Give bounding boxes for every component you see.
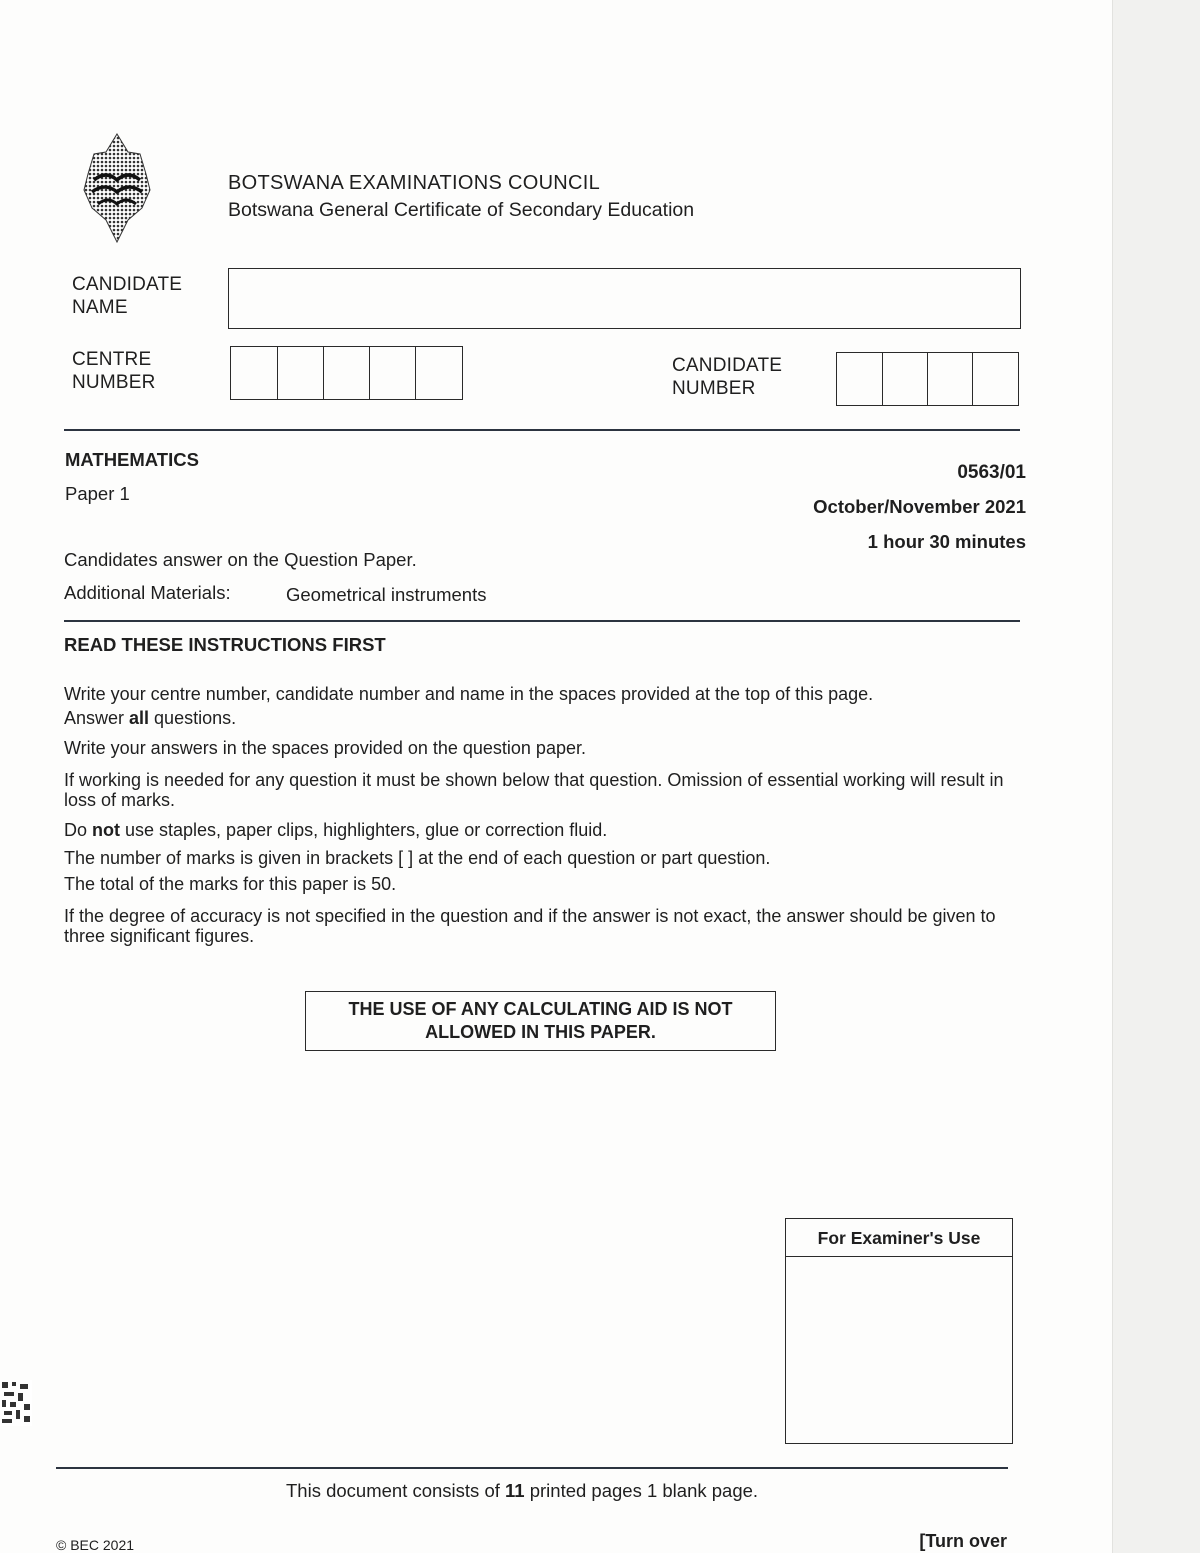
materials-value: Geometrical instruments — [286, 584, 487, 605]
examiners-use-box — [785, 1218, 1013, 1444]
exam-duration: 1 hour 30 minutes — [867, 531, 1026, 552]
centre-number-digit[interactable] — [415, 347, 416, 399]
bec-logo — [80, 132, 154, 244]
candidate-number-digit[interactable] — [882, 353, 883, 405]
scan-edge — [1112, 0, 1200, 1553]
instruction-4: If working is needed for any question it must be shown below that question. Omission of essential working will result in loss of marks. — [64, 770, 1004, 810]
council-name: BOTSWANA EXAMINATIONS COUNCIL — [228, 172, 601, 194]
divider — [64, 429, 1020, 431]
instruction-7: The total of the marks for this paper is 50. — [64, 874, 397, 894]
instructions-heading: READ THESE INSTRUCTIONS FIRST — [64, 634, 386, 655]
certificate-name: Botswana General Certificate of Secondary Education — [228, 199, 695, 221]
copyright: © BEC 2021 — [56, 1537, 135, 1553]
candidate-number-boxes[interactable] — [836, 352, 1019, 406]
instruction-8: If the degree of accuracy is not specified in the question and if the answer is not exact, the answer should be given to three significant figures. — [64, 906, 996, 946]
scan-barcode — [0, 1380, 32, 1426]
turn-over: [Turn over — [919, 1531, 1007, 1551]
centre-number-label: CENTRE NUMBER — [72, 349, 156, 393]
centre-number-digit[interactable] — [323, 347, 324, 399]
candidate-name-input[interactable] — [228, 268, 1021, 329]
paper-number: Paper 1 — [65, 483, 130, 504]
examiners-use-title: For Examiner's Use — [786, 1219, 1012, 1257]
exam-session: October/November 2021 — [813, 496, 1026, 517]
instruction-3: Write your answers in the spaces provided on the question paper. — [64, 738, 586, 758]
candidate-name-label: CANDIDATE NAME — [72, 274, 183, 318]
page-count-note: This document consists of 11 printed pages 1 blank page. — [286, 1480, 759, 1501]
centre-number-digit[interactable] — [277, 347, 278, 399]
barcode-icon — [0, 1380, 32, 1426]
instruction-5: Do not use staples, paper clips, highlighters, glue or correction fluid. — [64, 820, 608, 840]
centre-number-boxes[interactable] — [230, 346, 463, 400]
subject: MATHEMATICS — [65, 449, 199, 470]
materials-label: Additional Materials: — [64, 582, 231, 603]
instruction-2: Answer all questions. — [64, 708, 237, 728]
centre-number-digit[interactable] — [369, 347, 370, 399]
instruction-1: Write your centre number, candidate number and name in the spaces provided at the top of this page. — [64, 684, 874, 704]
footer-divider — [56, 1467, 1008, 1469]
answer-note: Candidates answer on the Question Paper. — [64, 549, 417, 570]
candidate-number-digit[interactable] — [927, 353, 928, 405]
paper-code: 0563/01 — [957, 462, 1026, 483]
bec-logo-icon — [80, 132, 154, 244]
candidate-number-label: CANDIDATE NUMBER — [672, 355, 783, 399]
candidate-number-digit[interactable] — [972, 353, 973, 405]
instruction-6: The number of marks is given in brackets [ ] at the end of each question or part question. — [64, 848, 771, 868]
calculator-notice: THE USE OF ANY CALCULATING AID IS NOT ALLOWED IN THIS PAPER. — [305, 991, 776, 1051]
divider — [64, 620, 1020, 622]
